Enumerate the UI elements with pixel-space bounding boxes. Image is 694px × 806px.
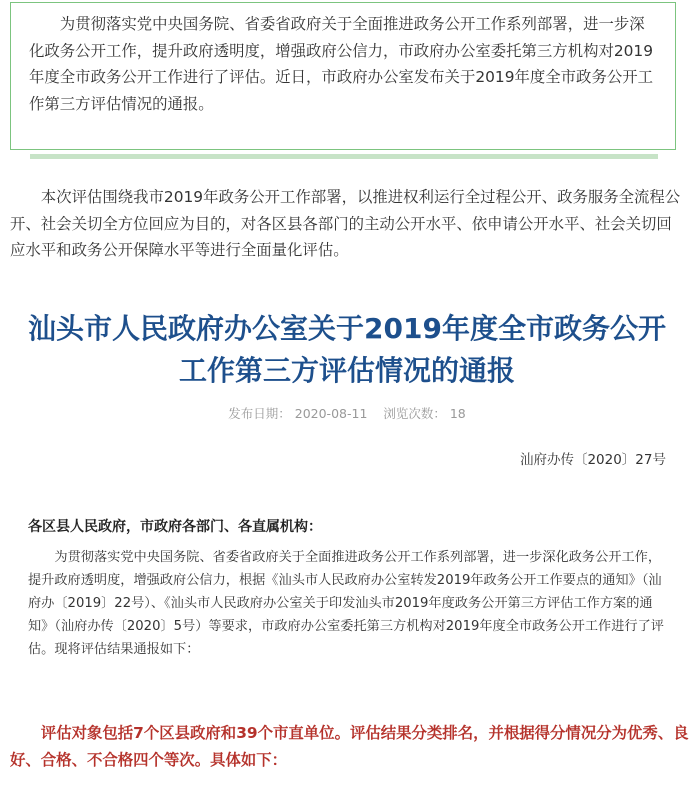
highlight-paragraph: 评估对象包括7个区县政府和39个市直单位。评估结果分类排名，并根据得分情况分为优秀、良好、合格、不合格四个等次。具体如下： xyxy=(10,724,689,769)
publish-date: 2020-08-11 xyxy=(294,406,368,421)
body-paragraph: 为贯彻落实党中央国务院、省委省政府关于全面推进政务公开工作系列部署，进一步深化政务公开工作，提升政府透明度，增强政府公信力，根据《汕头市人民政府办公室转发2019年政务公开工作要点的通知》（汕府办〔2019〕22号）、《汕头市人民政府办公室关于印发汕头市2019年度政务公开第三方评估工作方案的通知》（汕府办传〔2020〕5号）等要求，市政府办公室委托第三方机构对2019年度全市政务公开工作进行了评估。现将评估结果通报如下： xyxy=(28,550,664,657)
intro-text: 为贯彻落实党中央国务院、省委省政府关于全面推进政务公开工作系列部署，进一步深化政务公开工作，提升政府透明度，增强政府公信力，市政府办公室委托第三方机构对2019年度全市政务公开工作进行了评估。近日，市政府办公室发布关于2019年度全市政务公开工作第三方评估情况的通报。 xyxy=(29,15,654,113)
summary-paragraph: 本次评估围绕我市2019年政务公开工作部署，以推进权利运行全过程公开、政务服务全流程公开、社会关切全方位回应为目的，对各区县各部门的主动公开水平、依申请公开水平、社会关切回应水平和政务公开保障水平等进行全面量化评估。 xyxy=(10,188,681,259)
views-count: 18 xyxy=(449,406,466,421)
document-number: 汕府办传〔2020〕27号 xyxy=(519,452,666,468)
intro-box xyxy=(10,2,676,150)
publish-date-label: 发布日期： xyxy=(228,406,291,421)
document-title: 汕头市人民政府办公室关于2019年度全市政务公开工作第三方评估情况的通报 xyxy=(28,312,666,387)
views-label: 浏览次数： xyxy=(383,406,446,421)
document-meta xyxy=(0,404,694,422)
intro-divider xyxy=(30,154,658,159)
salutation: 各区县人民政府，市政府各部门、各直属机构： xyxy=(28,519,322,535)
